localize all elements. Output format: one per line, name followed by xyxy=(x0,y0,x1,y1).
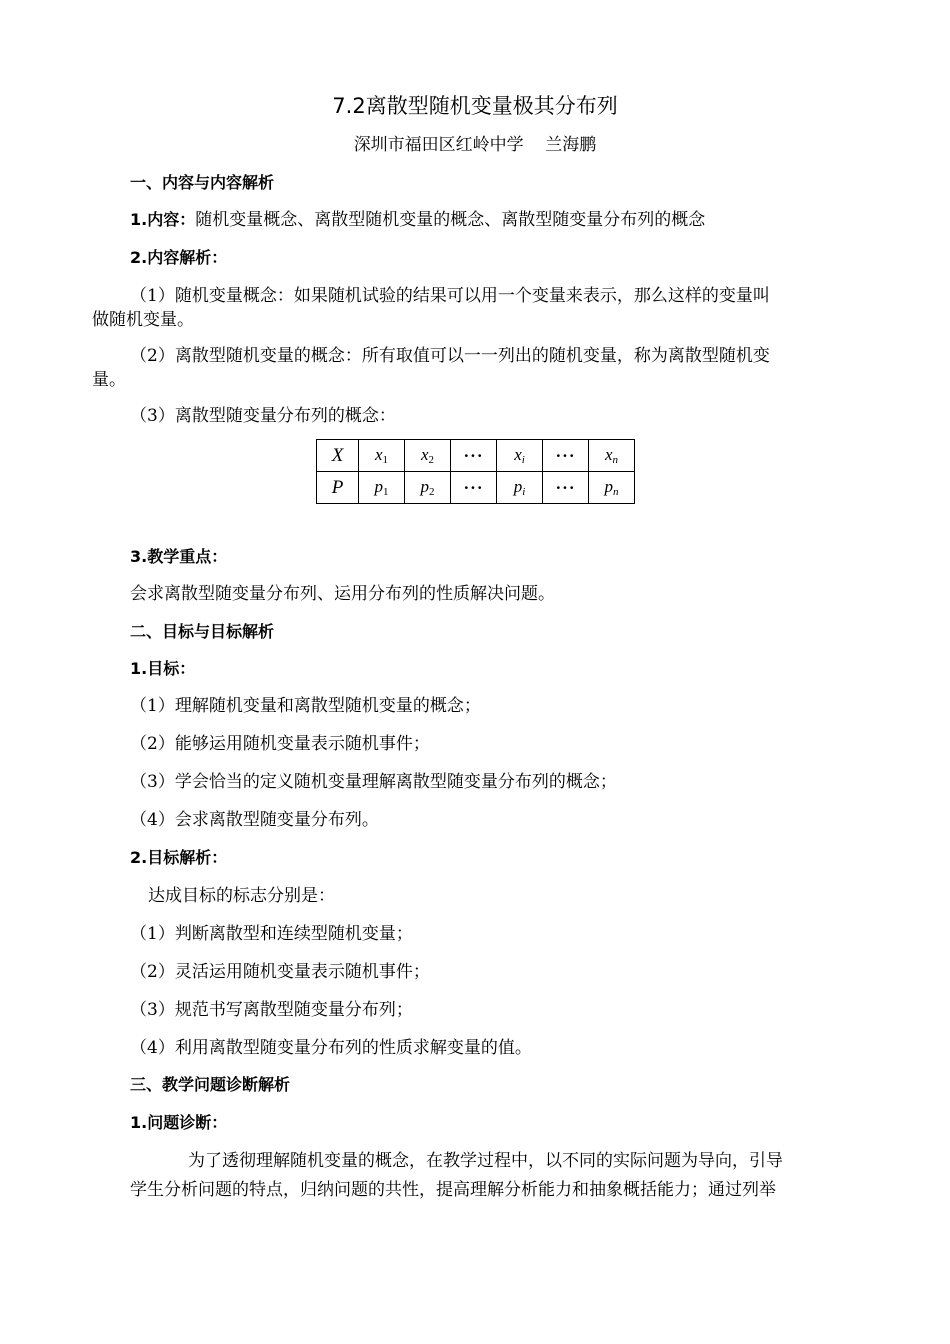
teaching-focus-text: 会求离散型随变量分布列、运用分布列的性质解决问题。 xyxy=(130,584,555,604)
content-line xyxy=(130,208,705,232)
table-cell: $x_2$ xyxy=(405,440,451,472)
goal-item: （1）理解随机变量和离散型随机变量的概念； xyxy=(130,696,481,716)
goal-item: （4）会求离散型随变量分布列。 xyxy=(130,810,379,830)
section-heading-1: 一、内容与内容解析 xyxy=(130,173,275,192)
table-cell: $p_2$ xyxy=(405,472,451,504)
table-cell-dots: ··· xyxy=(543,472,589,504)
section-heading-3: 三、教学问题诊断解析 xyxy=(130,1075,291,1094)
content-analysis-label: 2.内容解析： xyxy=(130,248,228,267)
table-cell-head-x: X xyxy=(317,440,359,472)
table-cell-dots: ··· xyxy=(543,440,589,472)
content-text: 随机变量概念、离散型随机变量的概念、离散型随变量分布列的概念 xyxy=(195,210,706,230)
diagnosis-label: 1.问题诊断： xyxy=(130,1113,228,1132)
paragraph-line: 学生分析问题的特点，归纳问题的共性，提高理解分析能力和抽象概括能力；通过列举 xyxy=(130,1180,776,1200)
goal-item: （2）能够运用随机变量表示随机事件； xyxy=(130,734,430,754)
goal-mark-item: （1）判断离散型和连续型随机变量； xyxy=(130,924,413,944)
table-cell: $p_1$ xyxy=(359,472,405,504)
paragraph-random-variable xyxy=(92,284,770,332)
table-cell: $x_1$ xyxy=(359,440,405,472)
table-cell: $p_n$ xyxy=(589,472,635,504)
table-cell: $p_i$ xyxy=(497,472,543,504)
goal-item: （3）学会恰当的定义随机变量理解离散型随变量分布列的概念； xyxy=(130,772,617,792)
paragraph-line: 为了透彻理解随机变量的概念，在教学过程中，以不同的实际问题为导向，引导 xyxy=(188,1151,783,1171)
table-cell: $x_n$ xyxy=(589,440,635,472)
distribution-table xyxy=(316,439,635,504)
table-row-x xyxy=(317,440,635,472)
goal-mark-item: （3）规范书写离散型随变量分布列； xyxy=(130,1000,413,1020)
diagnosis-paragraph xyxy=(130,1149,783,1202)
page-title: 7.2离散型随机变量极其分布列 xyxy=(332,94,618,118)
paragraph-distribution: （3）离散型随变量分布列的概念： xyxy=(130,406,396,426)
paragraph-discrete-variable xyxy=(92,344,770,392)
table-cell: $x_i$ xyxy=(497,440,543,472)
paragraph-line: （2）离散型随机变量的概念：所有取值可以一一列出的随机变量，称为离散型随机变 xyxy=(130,346,770,366)
table-cell-dots: ··· xyxy=(451,472,497,504)
goal-analysis-intro: 达成目标的标志分别是： xyxy=(148,886,335,906)
goal-mark-item: （4）利用离散型随变量分布列的性质求解变量的值。 xyxy=(130,1038,532,1058)
paragraph-line: （1）随机变量概念：如果随机试验的结果可以用一个变量来表示，那么这样的变量叫 xyxy=(130,286,770,306)
goal-label: 1.目标： xyxy=(130,659,196,678)
author-line: 深圳市福田区红岭中学 兰海鹏 xyxy=(353,135,597,155)
goal-analysis-label: 2.目标解析： xyxy=(130,848,228,867)
teaching-focus-label: 3.教学重点： xyxy=(130,547,228,566)
goal-mark-item: （2）灵活运用随机变量表示随机事件； xyxy=(130,962,430,982)
paragraph-line: 量。 xyxy=(92,370,126,390)
table-row-p xyxy=(317,472,635,504)
section-heading-2: 二、目标与目标解析 xyxy=(130,622,275,641)
table-cell-dots: ··· xyxy=(451,440,497,472)
table-cell-head-p: P xyxy=(317,472,359,504)
paragraph-line: 做随机变量。 xyxy=(92,310,194,330)
content-label: 1.内容： xyxy=(130,210,196,229)
